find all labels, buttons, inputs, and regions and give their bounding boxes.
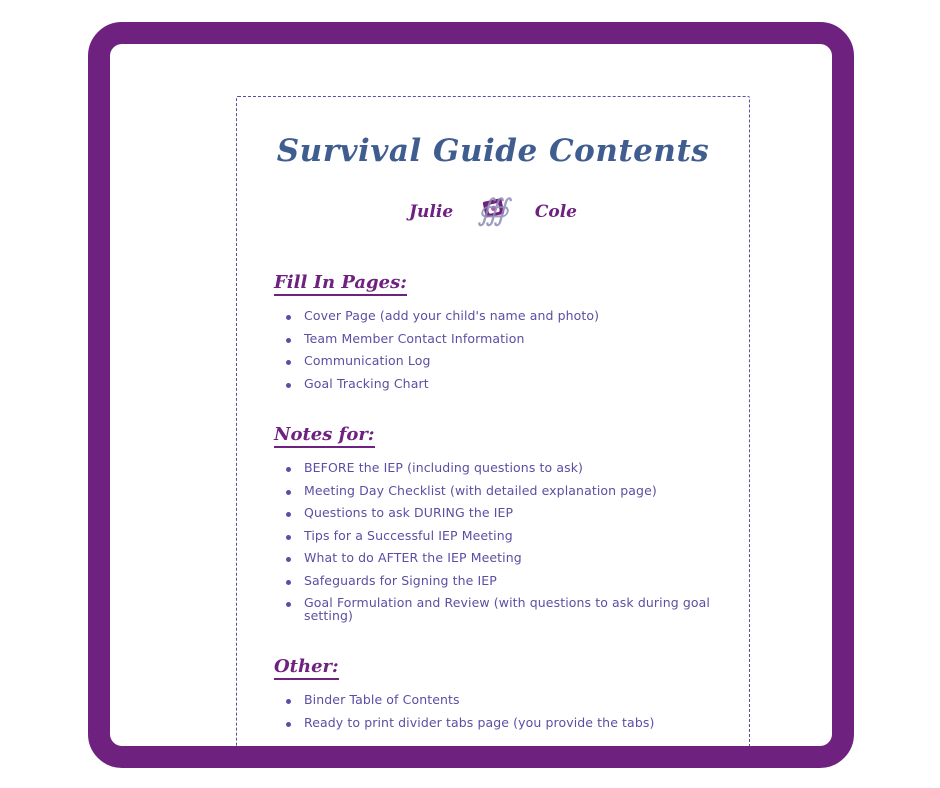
document-content (236, 96, 750, 746)
list-item: Ready to print divider tabs page (you provide the tabs) (286, 717, 724, 730)
logo-swirl-icon: ∰ (477, 193, 509, 229)
logo-first-name: Julie (409, 202, 454, 223)
list-item: Binder Table of Contents (286, 694, 724, 707)
section-fill-in-pages (262, 272, 724, 390)
section-item-list (262, 694, 724, 729)
list-item: Safeguards for Signing the IEP (286, 575, 724, 588)
document-sheet (110, 44, 832, 746)
section-item-list (262, 310, 724, 390)
list-item: Goal Formulation and Review (with questions to ask during goal setting) (286, 597, 724, 622)
list-item: Team Member Contact Information (286, 333, 724, 346)
list-item: Tips for a Successful IEP Meeting (286, 530, 724, 543)
section-heading: Other: (274, 656, 339, 680)
list-item: Goal Tracking Chart (286, 378, 724, 391)
list-item: What to do AFTER the IEP Meeting (286, 552, 724, 565)
brand-logo (383, 192, 603, 238)
section-notes-for (262, 424, 724, 622)
page-title: Survival Guide Contents (276, 133, 710, 169)
list-item: Cover Page (add your child's name and photo) (286, 310, 724, 323)
purple-border-frame (88, 22, 854, 768)
list-item: Questions to ask DURING the IEP (286, 507, 724, 520)
logo-last-name: Cole (534, 202, 577, 223)
list-item: BEFORE the IEP (including questions to ask) (286, 462, 724, 475)
section-heading: Fill In Pages: (274, 272, 407, 296)
section-heading: Notes for: (274, 424, 375, 448)
section-other (262, 656, 724, 729)
list-item: Meeting Day Checklist (with detailed explanation page) (286, 485, 724, 498)
list-item: Communication Log (286, 355, 724, 368)
section-item-list (262, 462, 724, 622)
